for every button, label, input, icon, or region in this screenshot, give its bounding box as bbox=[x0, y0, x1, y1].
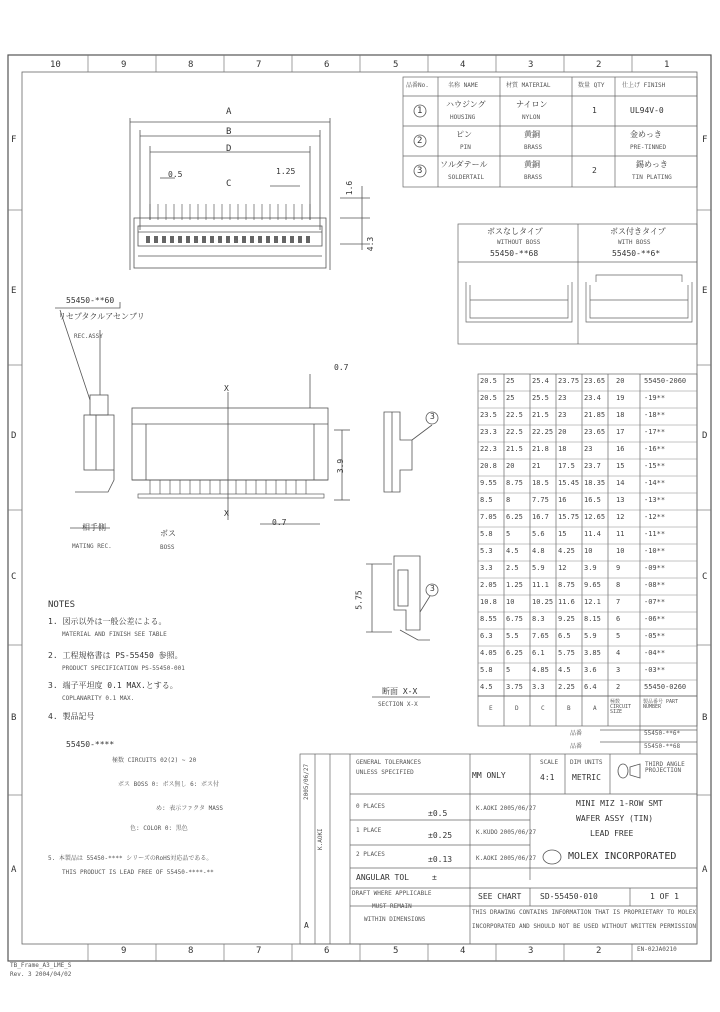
chart-cell: 12 bbox=[558, 564, 567, 572]
chart-cell: 17.5 bbox=[558, 462, 575, 470]
dim-39: 3.9 bbox=[336, 458, 346, 474]
chart-cell: 8.5 bbox=[480, 496, 493, 504]
grid-col-bottom-8: 8 bbox=[188, 946, 194, 956]
draft-note-1: DRAFT WHERE APPLICABLE bbox=[352, 890, 432, 897]
chart-cell: 8 bbox=[616, 581, 621, 589]
chart-cell: -19** bbox=[644, 394, 666, 402]
units-value: METRIC bbox=[572, 773, 601, 782]
grid-col-bottom-3: 3 bbox=[528, 946, 534, 956]
dim-05: 0.5 bbox=[168, 170, 183, 179]
chart-cell: 8.75 bbox=[506, 479, 523, 487]
chart-cell: 10.25 bbox=[532, 598, 554, 606]
note-1-jp: 1. 図示以外は一般公差による。 bbox=[48, 617, 167, 626]
grid-col-top-5: 5 bbox=[393, 60, 399, 70]
chart-cell: 18.35 bbox=[584, 479, 606, 487]
chart-cell: -07** bbox=[644, 598, 666, 606]
tol-1-place-label: 1 PLACE bbox=[356, 827, 382, 834]
chart-cell: 23.5 bbox=[480, 411, 497, 419]
grid-row-a-right: A bbox=[702, 865, 708, 875]
chart-cell: 6 bbox=[616, 615, 621, 623]
rev-row1-no: 1 bbox=[417, 106, 423, 116]
chart-cell: 4.5 bbox=[506, 547, 519, 555]
rev-row3-material: 黄銅 bbox=[524, 160, 540, 169]
note-3-en: COPLANARITY 0.1 MAX. bbox=[62, 695, 135, 702]
chart-footer-circuits: 極数 CIRCUIT SIZE bbox=[610, 699, 632, 715]
rev-header-no: 品番No. bbox=[406, 82, 429, 89]
chart-cell: 20 bbox=[616, 377, 625, 385]
chart-cell: 13 bbox=[616, 496, 625, 504]
dim-c-top: D bbox=[226, 144, 232, 154]
pn-row-4: 色: COLOR 0: 黒色 bbox=[130, 825, 188, 832]
chart-cell: 7.75 bbox=[532, 496, 549, 504]
chart-cell: 3.6 bbox=[584, 666, 597, 674]
scale-label: SCALE bbox=[540, 759, 559, 766]
chart-cell: -06** bbox=[644, 615, 666, 623]
chart-cell: 4.5 bbox=[480, 683, 493, 691]
dim-575: 5.75 bbox=[354, 590, 364, 610]
chart-cell: 4 bbox=[616, 649, 621, 657]
chart-cell: -12** bbox=[644, 513, 666, 521]
chart-cell: 3 bbox=[616, 666, 621, 674]
chart-cell: 10 bbox=[506, 598, 515, 606]
chart-cell: 2 bbox=[616, 683, 621, 691]
grid-col-top-3: 3 bbox=[528, 60, 534, 70]
scale-value: 4:1 bbox=[540, 773, 555, 782]
chart-cell: 3.85 bbox=[584, 649, 601, 657]
chart-cell: 55450-2060 bbox=[644, 377, 687, 385]
side-view bbox=[384, 412, 438, 492]
chart-cell: 15.45 bbox=[558, 479, 580, 487]
chart-cell: 20.5 bbox=[480, 394, 497, 402]
rev-row2-name: ピン bbox=[456, 130, 472, 139]
chart-cell: -11** bbox=[644, 530, 666, 538]
chart-cell: 4.85 bbox=[532, 666, 549, 674]
grid-col-top-7: 7 bbox=[256, 60, 262, 70]
chart-cell: 8.15 bbox=[584, 615, 601, 623]
grid-col-top-10: 10 bbox=[50, 60, 61, 70]
chart-cell: 3.3 bbox=[532, 683, 545, 691]
angular-tol-label: ANGULAR TOL bbox=[356, 873, 409, 882]
drawing-title-1: MINI MIZ 1-ROW SMT bbox=[576, 799, 663, 808]
mating-jp-label: 相手側 bbox=[82, 523, 106, 532]
rev-row2-material-en: BRASS bbox=[524, 144, 543, 151]
chart-footer-d: D bbox=[515, 705, 519, 712]
chart-cell: -03** bbox=[644, 666, 666, 674]
grid-col-top-6: 6 bbox=[324, 60, 330, 70]
tol-2-places-label: 2 PLACES bbox=[356, 851, 385, 858]
chart-cell: 22.3 bbox=[480, 445, 497, 453]
chart-cell: -05** bbox=[644, 632, 666, 640]
chart-cell: 5.5 bbox=[506, 632, 519, 640]
chart-cell: 18.5 bbox=[532, 479, 549, 487]
chart-cell: 8.3 bbox=[532, 615, 545, 623]
rev-row2-no: 2 bbox=[417, 136, 423, 146]
dim-c: C bbox=[226, 179, 232, 189]
chart-cell: 10 bbox=[584, 547, 593, 555]
variant-right-pn: 55450-**6* bbox=[612, 249, 661, 258]
rev-row2-finish: 金めっき bbox=[630, 130, 662, 139]
chart-cell: 7.65 bbox=[532, 632, 549, 640]
chart-cell: 11.4 bbox=[584, 530, 601, 538]
grid-col-bottom-4: 4 bbox=[460, 946, 466, 956]
chart-cell: 9 bbox=[616, 564, 621, 572]
units-label: DIM UNITS bbox=[570, 759, 603, 766]
chart-cell: 4.25 bbox=[558, 547, 575, 555]
chart-cell: 6.25 bbox=[506, 513, 523, 521]
chart-cell: 6.3 bbox=[480, 632, 493, 640]
chart-cell: 6.4 bbox=[584, 683, 597, 691]
pn-row-3: め: 表示ファクタ MASS bbox=[156, 805, 224, 812]
proprietary-line-1: THIS DRAWING CONTAINS INFORMATION THAT IS PROPRIETARY TO MOLEX bbox=[472, 909, 696, 916]
grid-row-e-left: E bbox=[11, 286, 17, 296]
chart-cell: 8 bbox=[506, 496, 511, 504]
grid-row-e-right: E bbox=[702, 286, 708, 296]
footer-frame-rev: Rev. 3 2004/04/02 bbox=[10, 971, 72, 978]
grid-row-c-left: C bbox=[11, 572, 17, 582]
drawing-title-3: LEAD FREE bbox=[590, 829, 634, 838]
drawn-by: K.AOKI bbox=[476, 805, 498, 812]
chart-cell: 23.75 bbox=[558, 377, 580, 385]
rev-row1-qty: 1 bbox=[592, 106, 597, 115]
chart-cell: 16 bbox=[616, 445, 625, 453]
chart-cell: 5.6 bbox=[532, 530, 545, 538]
rev-row1-material: ナイロン bbox=[516, 100, 548, 109]
chart-cell: -18** bbox=[644, 411, 666, 419]
section-view bbox=[366, 556, 438, 697]
chart-cell: 21.8 bbox=[532, 445, 549, 453]
chart-cell: 12.1 bbox=[584, 598, 601, 606]
note-5-en: THIS PRODUCT IS LEAD FREE OF 55450-****-** bbox=[62, 869, 214, 876]
variant-left-pn: 55450-**68 bbox=[490, 249, 539, 258]
chart-cell: 21.85 bbox=[584, 411, 606, 419]
chart-cell: 25 bbox=[506, 377, 515, 385]
tol-2-places-value: ±0.13 bbox=[428, 855, 453, 864]
note-3-jp: 3. 端子平坦度 0.1 MAX.とする。 bbox=[48, 681, 178, 690]
chart-cell: 5 bbox=[506, 666, 511, 674]
grid-col-top-8: 8 bbox=[188, 60, 194, 70]
chart-cell: 3.75 bbox=[506, 683, 523, 691]
chart-cell: 3.3 bbox=[480, 564, 493, 572]
chart-cell: 17 bbox=[616, 428, 625, 436]
chart-cell: 25.5 bbox=[532, 394, 549, 402]
variant-right-title: ボス付きタイプ bbox=[610, 227, 666, 236]
chart-cell: 12.65 bbox=[584, 513, 606, 521]
footer-frame-name: TB_Frame_A3_LME_S bbox=[10, 962, 72, 969]
note-1-en: MATERIAL AND FINISH SEE TABLE bbox=[62, 631, 167, 638]
chart-cell: 12 bbox=[616, 513, 625, 521]
rev-row3-name-en: SOLDERTAIL bbox=[448, 174, 485, 181]
rev-row1-finish: UL94V-0 bbox=[630, 106, 664, 115]
chart-cell: 18 bbox=[616, 411, 625, 419]
dim-07-bottom: 0.7 bbox=[272, 518, 287, 527]
chart-cell: 5 bbox=[506, 530, 511, 538]
grid-row-f-left: F bbox=[11, 135, 17, 145]
chart-cell: 1.25 bbox=[506, 581, 523, 589]
chart-cell: 5.9 bbox=[584, 632, 597, 640]
chart-cell: 23 bbox=[558, 411, 567, 419]
grid-col-top-1: 1 bbox=[664, 60, 670, 70]
chart-cell: -13** bbox=[644, 496, 666, 504]
boss-en-label: BOSS bbox=[160, 544, 175, 551]
proprietary-line-2: INCORPORATED AND SHOULD NOT BE USED WITHOUT WRITTEN PERMISSION bbox=[472, 923, 696, 930]
chart-cell: 4.5 bbox=[558, 666, 571, 674]
third-angle-projection: THIRD ANGLE PROJECTION bbox=[645, 761, 685, 774]
chart-cell: 22.5 bbox=[506, 411, 523, 419]
chart-cell: 25 bbox=[506, 394, 515, 402]
chart-cell: 55450-0260 bbox=[644, 683, 687, 691]
sheet-number: 1 OF 1 bbox=[650, 892, 679, 901]
chart-cell: 20 bbox=[506, 462, 515, 470]
chart-cell: 20.5 bbox=[480, 377, 497, 385]
tol-1-place-value: ±0.25 bbox=[428, 831, 453, 840]
dim-a: A bbox=[226, 107, 232, 117]
chart-cell: 19 bbox=[616, 394, 625, 402]
document-number: SD-55450-010 bbox=[540, 892, 598, 901]
chart-cell: 2.05 bbox=[480, 581, 497, 589]
front-view bbox=[132, 374, 350, 524]
draft-note-2: MUST REMAIN bbox=[372, 903, 412, 910]
dim-43: 4.3 bbox=[366, 236, 376, 252]
chart-cell: -08** bbox=[644, 581, 666, 589]
chart-cell: -10** bbox=[644, 547, 666, 555]
x-marker-top: X bbox=[224, 384, 229, 393]
checked-date: 2005/06/27 bbox=[500, 829, 537, 836]
chart-cell: 16.7 bbox=[532, 513, 549, 521]
chart-cell: -14** bbox=[644, 479, 666, 487]
tol-0-places-value: ±0.5 bbox=[428, 809, 448, 818]
rev-row2-finish-en: PRE-TINNED bbox=[630, 144, 667, 151]
chart-cell: 16.5 bbox=[584, 496, 601, 504]
note-4-jp: 4. 製品記号 bbox=[48, 712, 95, 721]
note-2-jp: 2. 工程規格書は PS-55450 参照。 bbox=[48, 651, 183, 660]
revision-letter: A bbox=[304, 921, 309, 930]
chart-cell: 4.05 bbox=[480, 649, 497, 657]
rev-row2-material: 黄銅 bbox=[524, 130, 540, 139]
chart-cell: 5.8 bbox=[480, 530, 493, 538]
rev-row3-finish: 錫めっき bbox=[636, 160, 668, 169]
chart-cell: 8.75 bbox=[558, 581, 575, 589]
boss-jp-label: ボス bbox=[160, 529, 176, 538]
chart-footer-a: A bbox=[593, 705, 597, 712]
chart-cell: 23 bbox=[558, 394, 567, 402]
dim-16: 1.6 bbox=[345, 180, 355, 196]
rev-header-material: 材質 MATERIAL bbox=[506, 82, 551, 89]
chart-footer-pn: 製品番号 PART NUMBER bbox=[643, 699, 679, 710]
rev-header-name: 名称 NAME bbox=[448, 82, 479, 89]
chart-cell: 23.7 bbox=[584, 462, 601, 470]
rev-header-qty: 数量 QTY bbox=[578, 82, 605, 89]
chart-cell: 21 bbox=[532, 462, 541, 470]
grid-col-bottom-6: 6 bbox=[324, 946, 330, 956]
chart-cell: -17** bbox=[644, 428, 666, 436]
assy-en-label: REC.ASSY bbox=[74, 333, 103, 340]
doc-label: SEE CHART bbox=[478, 892, 522, 901]
chart-cell: 14 bbox=[616, 479, 625, 487]
dim-125: 1.25 bbox=[276, 167, 296, 176]
rev-date-1: 2005/06/27 bbox=[303, 763, 310, 800]
chart-cell: 15 bbox=[616, 462, 625, 470]
approved-date: 2005/06/27 bbox=[500, 855, 537, 862]
chart-cell: -04** bbox=[644, 649, 666, 657]
mm-only: MM ONLY bbox=[472, 771, 506, 780]
x-marker-bottom: X bbox=[224, 509, 229, 518]
rev-row3-no: 3 bbox=[417, 166, 423, 176]
grid-row-b-right: B bbox=[702, 713, 708, 723]
dim-07-top: 0.7 bbox=[334, 363, 349, 372]
chart-cell: 5.3 bbox=[480, 547, 493, 555]
chart-cell: 15.75 bbox=[558, 513, 580, 521]
chart-cell: 9.65 bbox=[584, 581, 601, 589]
tol-0-places-label: 0 PLACES bbox=[356, 803, 385, 810]
callout-3-side: 3 bbox=[430, 412, 435, 421]
grid-col-bottom-5: 5 bbox=[393, 946, 399, 956]
chart-cell: 16 bbox=[558, 496, 567, 504]
variant-left-sub: WITHOUT BOSS bbox=[497, 239, 541, 246]
chart-cell: 9.55 bbox=[480, 479, 497, 487]
rev-row2-name-en: PIN bbox=[460, 144, 471, 151]
model-label-1: 品番 bbox=[570, 730, 583, 737]
assy-part-number: 55450-**60 bbox=[66, 296, 115, 305]
part-number-prefix: 55450-**** bbox=[66, 740, 115, 749]
grid-row-a-left: A bbox=[11, 865, 17, 875]
chart-cell: 23.4 bbox=[584, 394, 601, 402]
chart-footer-b: B bbox=[567, 705, 571, 712]
chart-cell: 20 bbox=[558, 428, 567, 436]
angular-tol-value: ± bbox=[432, 873, 437, 882]
chart-cell: 23.65 bbox=[584, 428, 606, 436]
chart-cell: -15** bbox=[644, 462, 666, 470]
chart-cell: 10 bbox=[616, 547, 625, 555]
chart-cell: 22.5 bbox=[506, 428, 523, 436]
chart-cell: 4.8 bbox=[532, 547, 545, 555]
grid-col-top-9: 9 bbox=[121, 60, 127, 70]
draft-note-3: WITHIN DIMENSIONS bbox=[364, 916, 426, 923]
rev-row3-material-en: BRASS bbox=[524, 174, 543, 181]
chart-cell: 11.6 bbox=[558, 598, 575, 606]
chart-cell: 9.25 bbox=[558, 615, 575, 623]
callout-3-section: 3 bbox=[430, 584, 435, 593]
rev-row3-finish-en: TIN PLATING bbox=[632, 174, 672, 181]
company-name: MOLEX INCORPORATED bbox=[568, 851, 677, 862]
chart-cell: 2.5 bbox=[506, 564, 519, 572]
chart-cell: 11.1 bbox=[532, 581, 549, 589]
chart-cell: 23.3 bbox=[480, 428, 497, 436]
dim-b: B bbox=[226, 127, 232, 137]
rev-row1-material-en: NYLON bbox=[522, 114, 541, 121]
chart-cell: 23.65 bbox=[584, 377, 606, 385]
model-value-2: 55450-**68 bbox=[644, 743, 681, 750]
chart-cell: 5 bbox=[616, 632, 621, 640]
approved-by: K.AOKI bbox=[476, 855, 498, 862]
chart-cell: 7.05 bbox=[480, 513, 497, 521]
general-tolerances: GENERAL TOLERANCES bbox=[356, 759, 422, 766]
variant-left-title: ボスなしタイプ bbox=[487, 227, 543, 236]
chart-cell: 2.25 bbox=[558, 683, 575, 691]
rev-header-finish: 仕上げ FINISH bbox=[622, 82, 666, 89]
chart-cell: 21.5 bbox=[506, 445, 523, 453]
chart-cell: 21.5 bbox=[532, 411, 549, 419]
chart-cell: 11 bbox=[616, 530, 625, 538]
grid-row-d-left: D bbox=[11, 431, 17, 441]
chart-cell: 25.4 bbox=[532, 377, 549, 385]
chart-cell: 23 bbox=[584, 445, 593, 453]
drawing-title-2: WAFER ASSY (TIN) bbox=[576, 814, 654, 823]
note-2-en: PRODUCT SPECIFICATION PS-55450-001 bbox=[62, 665, 185, 672]
grid-row-b-left: B bbox=[11, 713, 17, 723]
rev-name-1: K.AOKI bbox=[317, 828, 324, 850]
chart-cell: 6.75 bbox=[506, 615, 523, 623]
chart-cell: 8.55 bbox=[480, 615, 497, 623]
form-code: EN-02JA0210 bbox=[637, 946, 677, 953]
chart-cell: 10.8 bbox=[480, 598, 497, 606]
pn-row-1: 極数 CIRCUITS 02(2) ~ 20 bbox=[112, 757, 197, 764]
section-en-label: SECTION X-X bbox=[378, 701, 418, 708]
mating-en-label: MATING REC. bbox=[72, 543, 112, 550]
section-jp-label: 断面 X-X bbox=[382, 687, 418, 696]
grid-col-bottom-9: 9 bbox=[121, 946, 127, 956]
rev-row1-name: ハウジング bbox=[446, 100, 486, 109]
chart-cell: 3.9 bbox=[584, 564, 597, 572]
grid-col-top-2: 2 bbox=[596, 60, 602, 70]
notes-title: NOTES bbox=[48, 600, 76, 610]
chart-cell: 5.9 bbox=[532, 564, 545, 572]
chart-cell: -09** bbox=[644, 564, 666, 572]
chart-cell: 5.8 bbox=[480, 666, 493, 674]
chart-cell: 5.75 bbox=[558, 649, 575, 657]
unless-specified: UNLESS SPECIFIED bbox=[356, 769, 414, 776]
grid-col-bottom-2: 2 bbox=[596, 946, 602, 956]
rev-row3-qty: 2 bbox=[592, 166, 597, 175]
chart-cell: 6.1 bbox=[532, 649, 545, 657]
model-value-1: 55450-**6* bbox=[644, 730, 681, 737]
variant-right-sub: WITH BOSS bbox=[618, 239, 651, 246]
rev-row1-name-en: HOUSING bbox=[450, 114, 476, 121]
grid-row-f-right: F bbox=[702, 135, 708, 145]
chart-cell: 15 bbox=[558, 530, 567, 538]
chart-cell: 18 bbox=[558, 445, 567, 453]
chart-cell: 20.8 bbox=[480, 462, 497, 470]
chart-cell: 6.25 bbox=[506, 649, 523, 657]
assy-jp-label: リセプタクルアセンブリ bbox=[58, 312, 145, 321]
pn-row-2: ボス BOSS 0: ボス無し 6: ボス付 bbox=[118, 781, 219, 788]
chart-cell: 22.25 bbox=[532, 428, 554, 436]
grid-col-top-4: 4 bbox=[460, 60, 466, 70]
model-label-2: 品番 bbox=[570, 743, 583, 750]
chart-footer-e: E bbox=[489, 705, 493, 712]
grid-col-bottom-7: 7 bbox=[256, 946, 262, 956]
chart-footer-c: C bbox=[541, 705, 545, 712]
grid-row-c-right: C bbox=[702, 572, 708, 582]
grid-row-d-right: D bbox=[702, 431, 708, 441]
top-view bbox=[130, 118, 370, 270]
chart-cell: 7 bbox=[616, 598, 621, 606]
chart-cell: 6.5 bbox=[558, 632, 571, 640]
note-5-jp: 5. 本製品は 55450-**** シリーズのRoHS対応品である。 bbox=[48, 855, 213, 862]
checked-by: K.KUDO bbox=[476, 829, 498, 836]
chart-cell: -16** bbox=[644, 445, 666, 453]
rev-row3-name: ソルダテール bbox=[440, 160, 488, 169]
drawn-date: 2005/06/27 bbox=[500, 805, 537, 812]
